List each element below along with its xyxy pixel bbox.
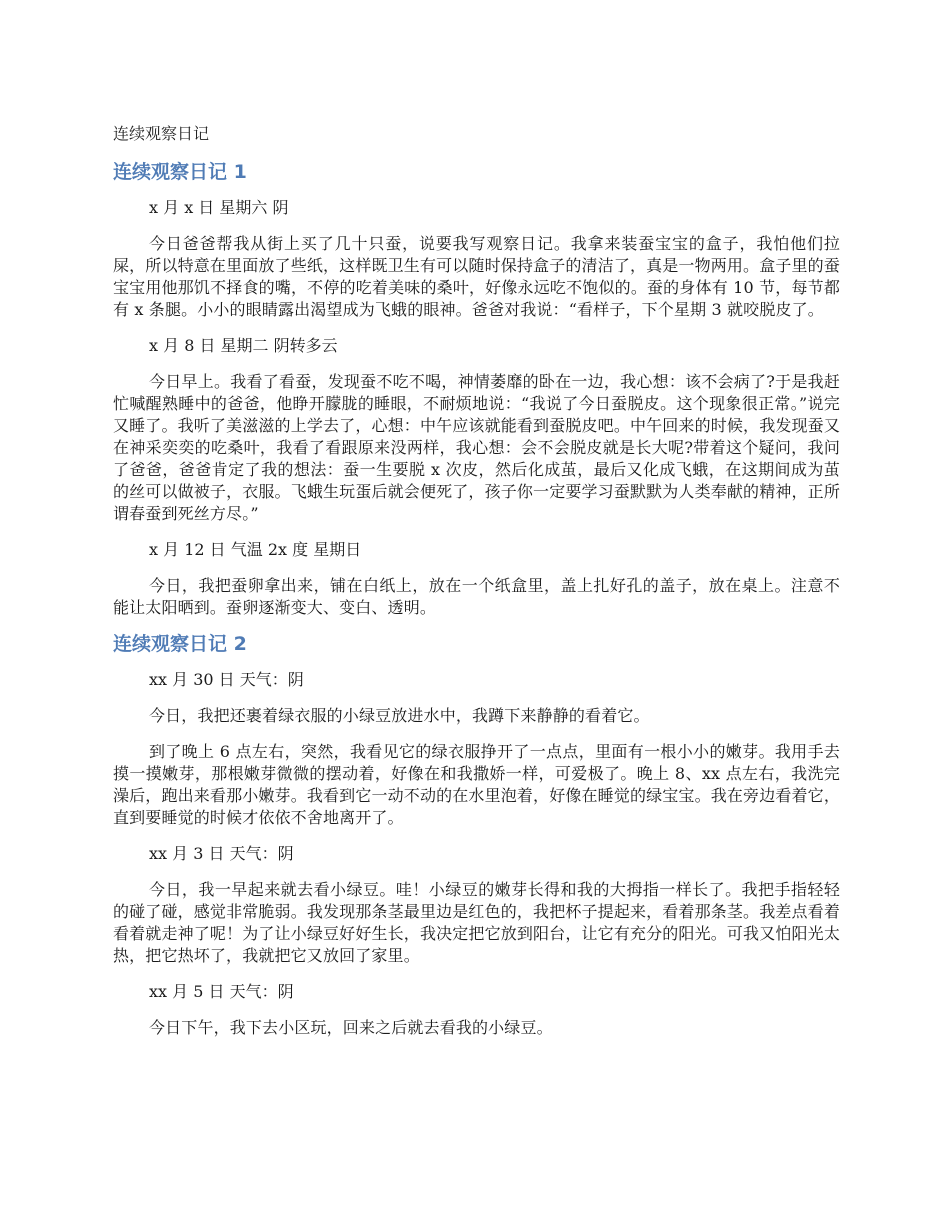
diary-section-1 bbox=[113, 159, 840, 619]
document-title: 连续观察日记 bbox=[113, 124, 210, 143]
entry-paragraph: 今日爸爸帮我从街上买了几十只蚕，说要我写观察日记。我拿来装蚕宝宝的盒子，我怕他们拉屎，所以特意在里面放了些纸，这样既卫生有可以随时保持盒子的清洁了，真是一物两用。盒子里的蚕宝宝用他那饥不择食的嘴，不停的吃着美味的桑叶，好像永远吃不饱似的。蚕的身体有 10 节，每节都有 x 条腿。小小的眼睛露出渴望成为飞蛾的眼神。爸爸对我说：“看样子，下个星期 3 就咬脱皮了。 bbox=[113, 234, 840, 319]
entry-paragraph: 今日，我一早起来就去看小绿豆。哇！小绿豆的嫩芽长得和我的大拇指一样长了。我把手指轻轻的碰了碰，感觉非常脆弱。我发现那条茎最里边是红色的，我把杯子提起来，看着那条茎。我差点看着看着就走神了呢！为了让小绿豆好好生长，我决定把它放到阳台，让它有充分的阳光。可我又怕阳光太热，把它热坏了，我就把它又放回了家里。 bbox=[113, 880, 840, 965]
entry-paragraph: 今日早上。我看了看蚕，发现蚕不吃不喝，神情萎靡的卧在一边，我心想：该不会病了?于是我赶忙喊醒熟睡中的爸爸，他睁开朦胧的睡眼，不耐烦地说：“我说了今日蚕脱皮。这个现象很正常。”说完又睡了。我听了美滋滋的上学去了，心想：中午应该就能看到蚕脱皮吧。中午回来的时候，我发现蚕又在神采奕奕的吃桑叶，我看了看跟原来没两样，我心想：会不会脱皮就是长大呢?带着这个疑问，我问了爸爸，爸爸肯定了我的想法：蚕一生要脱 x 次皮，然后化成茧，最后又化成飞蛾，在这期间成为茧的丝可以做被子，衣服。飞蛾生玩蛋后就会便死了，孩子你一定要学习蚕默默为人类奉献的精神，正所谓春蚕到死丝方尽。” bbox=[113, 372, 840, 523]
document-page bbox=[113, 121, 840, 1053]
entry-paragraph: 今日下午，我下去小区玩，回来之后就去看我的小绿豆。 bbox=[149, 1018, 553, 1037]
entry-date: x 月 12 日 气温 2x 度 星期日 bbox=[149, 540, 362, 559]
entry-date: x 月 8 日 星期二 阴转多云 bbox=[149, 336, 338, 355]
diary-section-2 bbox=[113, 631, 840, 1039]
entry-date: xx 月 5 日 天气：阴 bbox=[149, 982, 294, 1001]
section-heading: 连续观察日记 2 bbox=[113, 633, 247, 655]
entry-date: x 月 x 日 星期六 阴 bbox=[149, 198, 289, 217]
entry-paragraph: 到了晚上 6 点左右，突然，我看见它的绿衣服挣开了一点点，里面有一根小小的嫩芽。我用手去摸一摸嫩芽，那根嫩芽微微的摆动着，好像在和我撒娇一样，可爱极了。晚上 8、xx 点左右，我洗完澡后，跑出来看那小嫩芽。我看到它一动不动的在水里泡着，好像在睡觉的绿宝宝。我在旁边看着它，直到要睡觉的时候才依依不舍地离开了。 bbox=[113, 742, 840, 827]
entry-paragraph: 今日，我把还裹着绿衣服的小绿豆放进水中，我蹲下来静静的看着它。 bbox=[149, 706, 650, 725]
section-heading: 连续观察日记 1 bbox=[113, 161, 247, 183]
entry-paragraph: 今日，我把蚕卵拿出来，铺在白纸上，放在一个纸盒里，盖上扎好孔的盖子，放在桌上。注意不能让太阳晒到。蚕卵逐渐变大、变白、透明。 bbox=[113, 576, 840, 617]
entry-date: xx 月 30 日 天气：阴 bbox=[149, 670, 304, 689]
entry-date: xx 月 3 日 天气：阴 bbox=[149, 844, 294, 863]
